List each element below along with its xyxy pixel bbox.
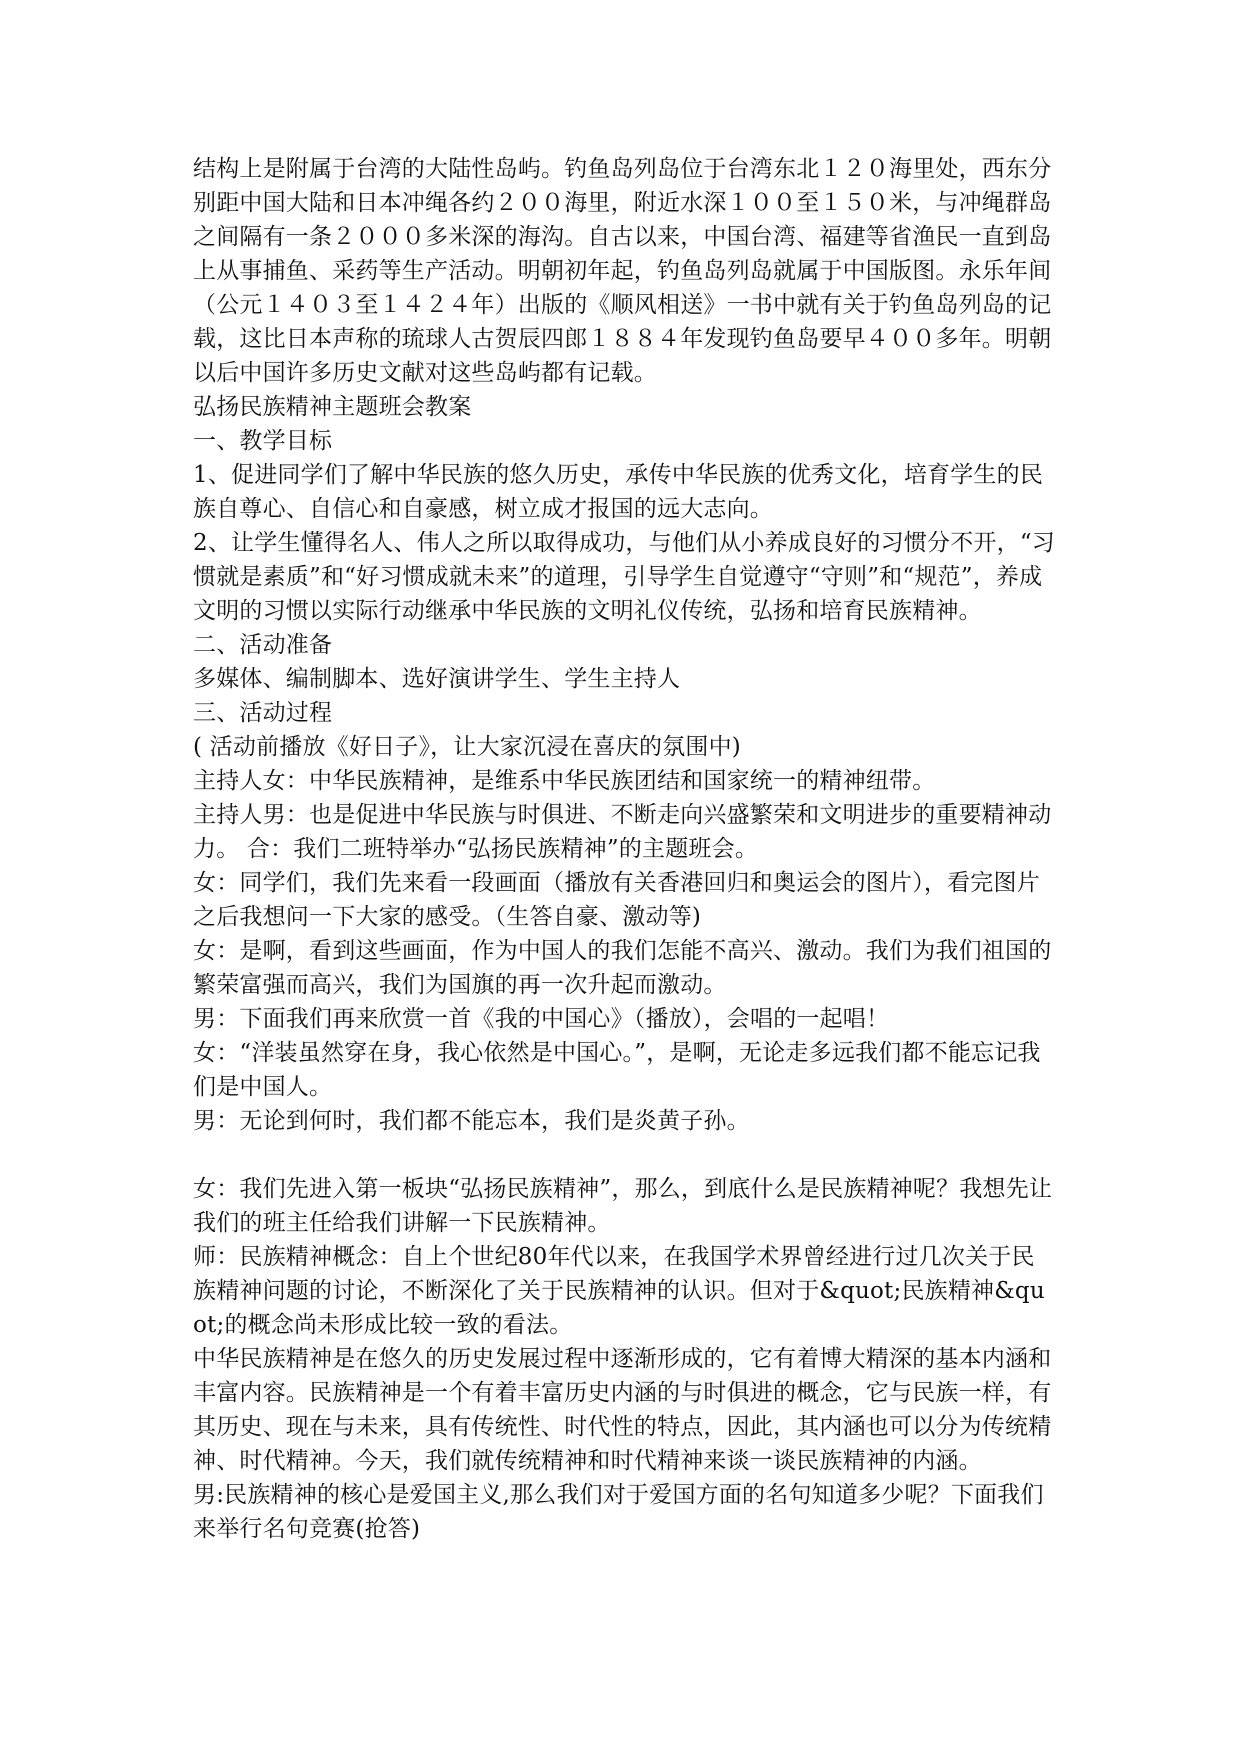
paragraph-islands-history: 结构上是附属于台湾的大陆性岛屿。钓鱼岛列岛位于台湾东北１２０海里处，西东分别距中国大陆和日本冲绳各约２００海里，附近水深１００至１５０米，与冲绳群岛之间隔有一条２０００多米深的海沟。自古以来，中国台湾、福建等省渔民一直到岛上从事捕鱼、采药等生产活动。明朝初年起，钓鱼岛列岛就属于中国版图。永乐年间（公元１４０３至１４２４年）出版的《顺风相送》一书中就有关于钓鱼岛列岛的记载，这比日本声称的琉球人古贺辰四郎１８８４年发现钓鱼岛要早４００多年。明朝以后中国许多历史文献对这些岛屿都有记载。	[193, 156, 1052, 386]
paragraph-spirit-meaning: 中华民族精神是在悠久的历史发展过程中逐渐形成的，它有着博大精深的基本内涵和丰富内容。民族精神是一个有着丰富历史内涵的与时俱进的概念，它与民族一样，有其历史、现在与未来，具有传统性、时代性的特点，因此，其内涵也可以分为传统精神、时代精神。今天，我们就传统精神和时代精神来谈一谈民族精神的内涵。	[193, 1346, 1052, 1474]
dialogue-line: 女：同学们，我们先来看一段画面（播放有关香港回归和奥运会的图片），看完图片之后我想问一下大家的感受。（生答自豪、激动等)	[193, 870, 1040, 930]
dialogue-line: 女：是啊，看到这些画面，作为中国人的我们怎能不高兴、激动。我们为我们祖国的繁荣富强而高兴，我们为国旗的再一次升起而激动。	[193, 938, 1052, 998]
section-heading-preparation: 二、活动准备	[193, 632, 333, 658]
dialogue-line: 主持人男：也是促进中华民族与时俱进、不断走向兴盛繁荣和文明进步的重要精神动力。 合：我们二班特举办“弘扬民族精神”的主题班会。	[193, 802, 1052, 862]
section-heading-process: 三、活动过程	[193, 700, 333, 726]
goal-item-1: 1、促进同学们了解中华民族的悠久历史，承传中华民族的优秀文化，培育学生的民族自尊心、自信心和自豪感，树立成才报国的远大志向。	[193, 462, 1044, 522]
goal-item-2: 2、让学生懂得名人、伟人之所以取得成功，与他们从小养成良好的习惯分不开，“习惯就是素质”和“好习惯成就未来”的道理，引导学生自觉遵守“守则”和“规范”，养成文明的习惯以实际行动继承中华民族的文明礼仪传统，弘扬和培育民族精神。	[193, 530, 1055, 624]
dialogue-line: 男：无论到何时，我们都不能忘本，我们是炎黄子孙。	[193, 1108, 750, 1134]
preparation-text: 多媒体、编制脚本、选好演讲学生、学生主持人	[193, 666, 681, 692]
document-page	[193, 152, 1056, 1546]
dialogue-line: 女：我们先进入第一板块“弘扬民族精神”，那么，到底什么是民族精神呢？我想先让我们的班主任给我们讲解一下民族精神。	[193, 1176, 1053, 1236]
dialogue-line: 女：“洋装虽然穿在身，我心依然是中国心。”，是啊，无论走多远我们都不能忘记我们是中国人。	[193, 1040, 1041, 1100]
dialogue-line: 主持人女：中华民族精神，是维系中华民族团结和国家统一的精神纽带。	[193, 768, 936, 794]
section-heading-goals: 一、教学目标	[193, 428, 333, 454]
lesson-title: 弘扬民族精神主题班会教案	[193, 394, 472, 420]
blank-line	[193, 1138, 1056, 1172]
dialogue-line: 师：民族精神概念：自上个世纪80年代以来，在我国学术界曾经进行过几次关于民族精神问题的讨论，不断深化了关于民族精神的认识。但对于&quot;民族精神&quot;的概念尚未形成比较一致的看法。	[193, 1244, 1045, 1338]
process-note: ( 活动前播放《好日子》，让大家沉浸在喜庆的氛围中)	[193, 734, 741, 760]
dialogue-line: 男:民族精神的核心是爱国主义,那么我们对于爱国方面的名句知道多少呢？下面我们来举行名句竞赛(抢答)	[193, 1482, 1044, 1542]
dialogue-line: 男：下面我们再来欣赏一首《我的中国心》（播放），会唱的一起唱！	[193, 1006, 890, 1032]
